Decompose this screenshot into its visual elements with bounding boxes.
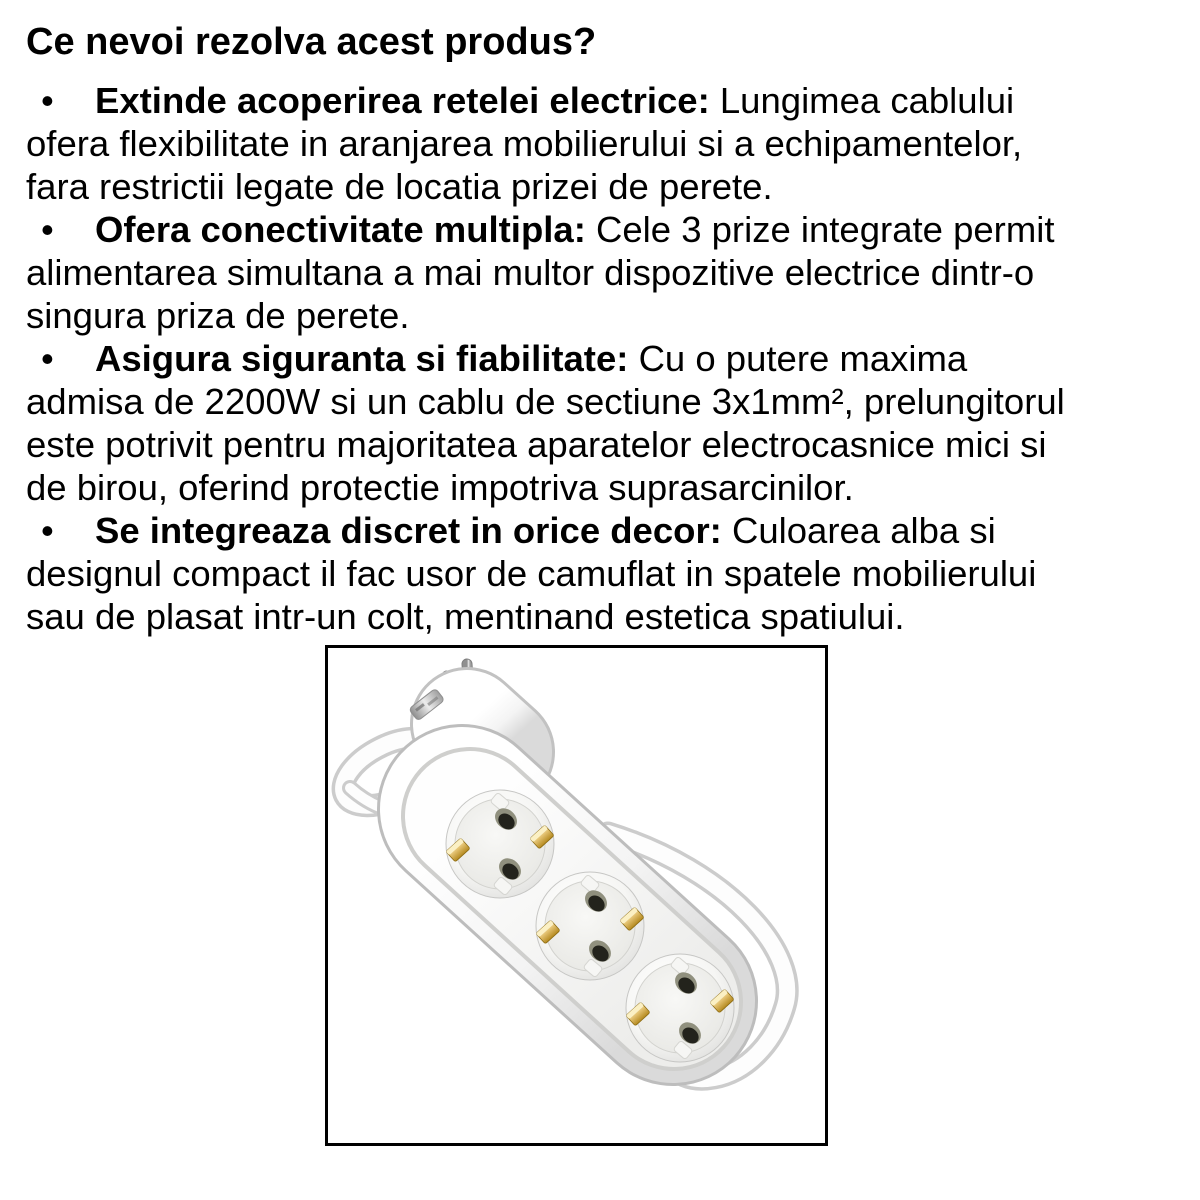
bullet-item [26, 208, 1200, 337]
text-line: alimentarea simultana a mai multor dispozitive electrice dintr-o [26, 252, 1035, 293]
bullet-item [26, 79, 1200, 208]
bullet-text: Cu o putere maxima [628, 338, 968, 379]
product-image-frame [325, 645, 828, 1146]
power-strip-illustration [328, 648, 825, 1143]
text-line: este potrivit pentru majoritatea aparatelor electrocasnice mici si [26, 424, 1047, 465]
bullet-marker: • [41, 510, 54, 551]
bullet-marker: • [41, 338, 54, 379]
bullet-item [26, 337, 1200, 509]
text-line: ofera flexibilitate in aranjarea mobilierului si a echipamentelor, [26, 123, 1023, 164]
bullet-text: Lungimea cablului [709, 80, 1015, 121]
text-line: admisa de 2200W si un cablu de sectiune 3x1mm², prelungitorul [26, 381, 1065, 422]
text-line: sau de plasat intr-un colt, mentinand estetica spatiului. [26, 596, 905, 637]
socket [536, 872, 644, 980]
bullet-list [0, 79, 1200, 638]
socket [446, 790, 554, 898]
bullet-lead: Asigura siguranta si fiabilitate: [95, 338, 629, 379]
bullet-lead: Ofera conectivitate multipla: [95, 209, 586, 250]
text-line: designul compact il fac usor de camuflat in spatele mobilierului [26, 553, 1037, 594]
text-line: singura priza de perete. [26, 295, 410, 336]
socket [626, 954, 734, 1062]
page-title: Ce nevoi rezolva acest produs? [26, 21, 597, 63]
bullet-marker: • [41, 209, 54, 250]
text-line [26, 337, 1200, 380]
bullet-item [26, 509, 1200, 638]
text-line: de birou, oferind protectie impotriva suprasarcinilor. [26, 467, 854, 508]
text-line [26, 79, 1200, 122]
bullet-text: Culoarea alba si [721, 510, 996, 551]
bullet-text: Cele 3 prize integrate permit [585, 209, 1055, 250]
bullet-lead: Extinde acoperirea retelei electrice: [95, 80, 710, 121]
text-line: fara restrictii legate de locatia prizei de perete. [26, 166, 773, 207]
text-line [26, 208, 1200, 251]
text-line [26, 509, 1200, 552]
bullet-lead: Se integreaza discret in orice decor: [95, 510, 722, 551]
bullet-marker: • [41, 80, 54, 121]
